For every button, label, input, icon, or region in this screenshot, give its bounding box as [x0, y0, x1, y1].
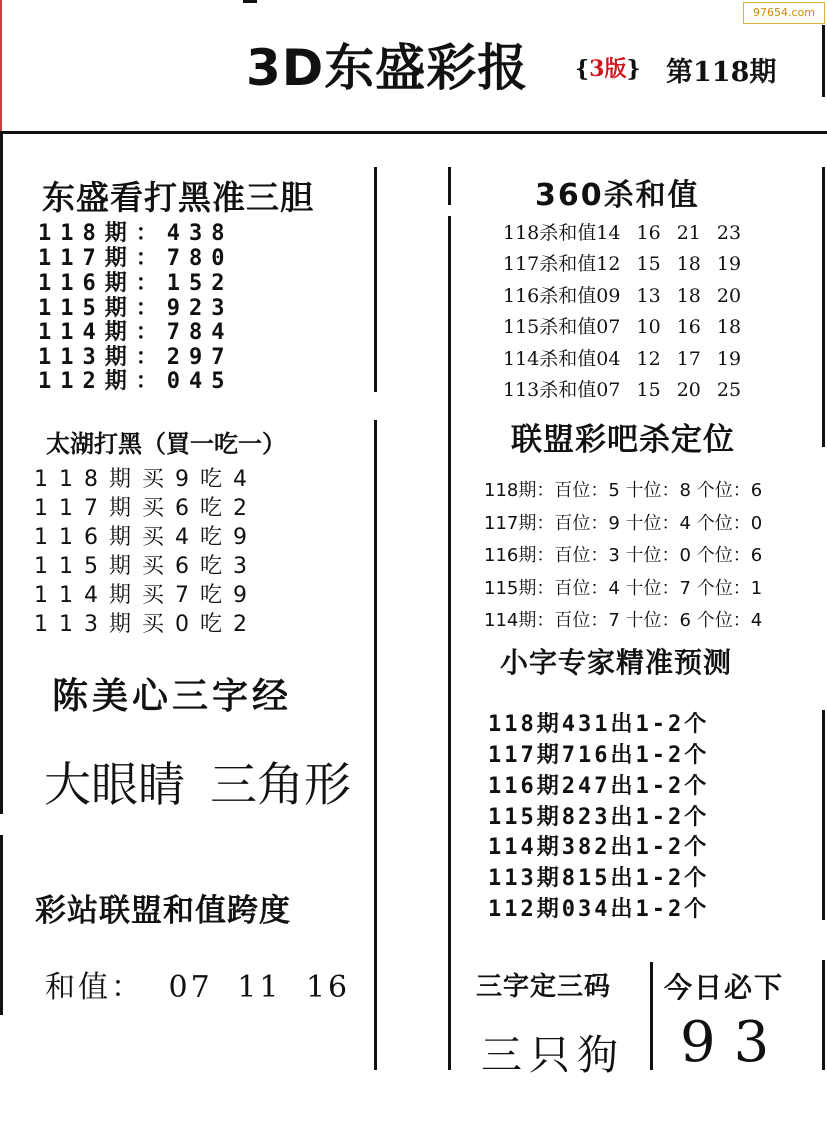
left-border: [0, 134, 3, 814]
dongsheng-row: 113期：297: [38, 345, 234, 370]
taihu-row: 116期买4吃9: [34, 525, 258, 550]
xiaozi-row: 115期823出1-2个: [488, 805, 710, 830]
dongsheng-row: 116期：152: [38, 271, 234, 296]
column-divider-left-2: [374, 420, 377, 1070]
taihu-row: 117期买6吃2: [34, 496, 258, 521]
edition-label: [575, 52, 641, 83]
xiaozi-row: 114期382出1-2个: [488, 835, 710, 860]
lianmeng-row: 114期：百位：7 十位：6 个位：4: [484, 610, 763, 631]
xiaozi-title: 小字专家精准预测: [500, 646, 733, 679]
left-red-border: [0, 0, 2, 132]
site-watermark: 97654.com: [743, 2, 825, 24]
xiaozi-row: 113期815出1-2个: [488, 866, 710, 891]
right-border-bottom: [822, 960, 825, 1070]
chen-title: 陈美心三字经: [52, 675, 293, 717]
edition-number: 3版: [589, 56, 627, 82]
kill360-row: 118杀和值14 16 21 23: [503, 222, 742, 244]
issue-number: 第118期: [666, 57, 777, 88]
dongsheng-row: 114期：784: [38, 320, 234, 345]
sanzi-text: 三只狗: [481, 1031, 625, 1079]
sanzi-title: 三字定三码: [476, 972, 612, 1002]
column-divider-right: [448, 167, 451, 205]
dongsheng-row: 117期：780: [38, 246, 234, 271]
edition-brace-open: {: [575, 56, 590, 82]
kill360-row: 113杀和值07 15 20 25: [503, 379, 742, 401]
lianmeng-title: 联盟彩吧杀定位: [511, 422, 735, 458]
lianmeng-row: 118期：百位：5 十位：8 个位：6: [484, 480, 763, 501]
taihu-title: 太湖打黑（買一吃一）: [46, 430, 286, 458]
taihu-row: 114期买7吃9: [34, 583, 258, 608]
today-title: 今日必下: [664, 971, 785, 1004]
header-divider: [0, 131, 827, 134]
xiaozi-row: 112期034出1-2个: [488, 897, 710, 922]
dongsheng-title: 东盛看打黑准三胆: [42, 178, 314, 217]
right-border-low: [822, 710, 825, 920]
kill360-row: 114杀和值04 12 17 19: [503, 348, 742, 370]
today-divider: [650, 962, 653, 1070]
caizhan-title: 彩站联盟和值跨度: [35, 893, 291, 929]
newspaper-title: 3D东盛彩报: [246, 39, 529, 97]
column-divider-left: [374, 167, 377, 392]
dongsheng-row: 118期：438: [38, 221, 234, 246]
left-border-bottom: [0, 835, 3, 1015]
right-border-mid: [822, 167, 825, 447]
lianmeng-row: 117期：百位：9 十位：4 个位：0: [484, 513, 763, 534]
dongsheng-row: 112期：045: [38, 369, 234, 394]
dongsheng-row: 115期：923: [38, 296, 234, 321]
xiaozi-row: 117期716出1-2个: [488, 743, 710, 768]
right-border-top: [822, 25, 825, 97]
caizhan-text: 和值： 07 11 16: [45, 970, 351, 1005]
xiaozi-row: 116期247出1-2个: [488, 774, 710, 799]
edition-brace-close: }: [626, 56, 641, 82]
kill360-row: 117杀和值12 15 18 19: [503, 253, 742, 275]
kill360-row: 115杀和值07 10 16 18: [503, 316, 742, 338]
chen-text: 大眼睛 三角形: [44, 758, 351, 813]
today-value: 93: [680, 1010, 788, 1075]
taihu-row: 113期买0吃2: [34, 612, 258, 637]
column-divider-right-2: [448, 216, 451, 1070]
lianmeng-row: 115期：百位：4 十位：7 个位：1: [484, 578, 763, 599]
taihu-row: 118期买9吃4: [34, 467, 258, 492]
kill360-row: 116杀和值09 13 18 20: [503, 285, 742, 307]
taihu-row: 115期买6吃3: [34, 554, 258, 579]
xiaozi-row: 118期431出1-2个: [488, 712, 710, 737]
lianmeng-row: 116期：百位：3 十位：0 个位：6: [484, 545, 763, 566]
top-tick: [243, 0, 257, 3]
kill360-title: 360杀和值: [535, 178, 700, 213]
